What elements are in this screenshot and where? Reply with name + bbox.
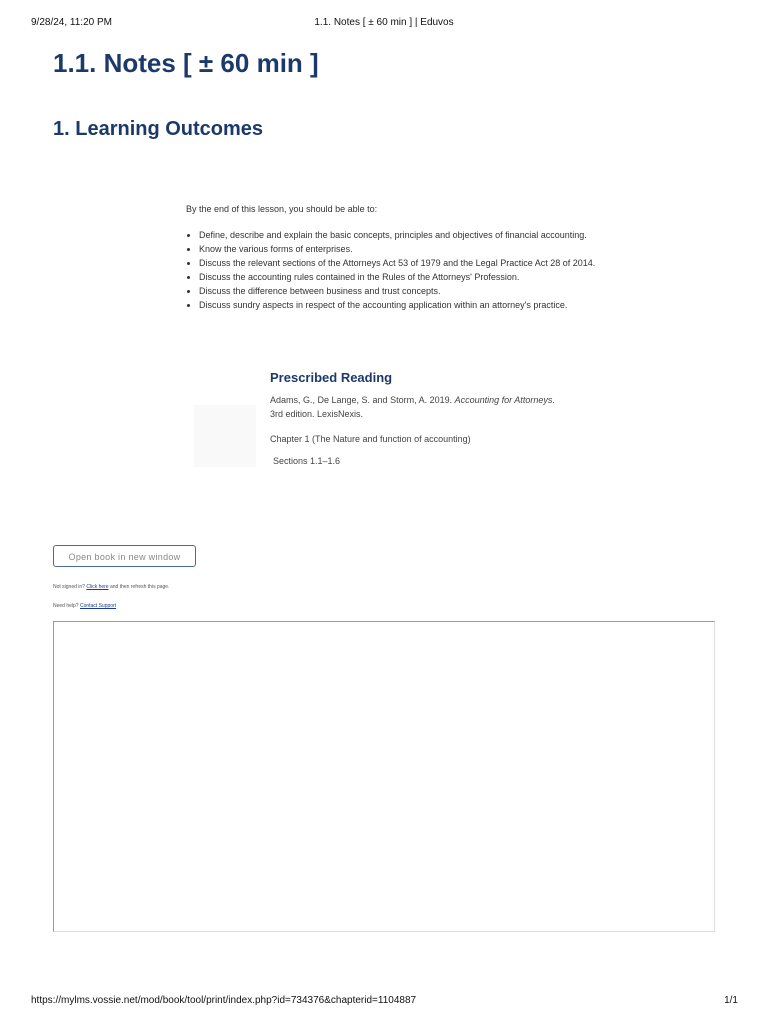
outcomes-list: [186, 228, 609, 312]
embedded-book-frame[interactable]: [53, 621, 715, 932]
outcome-item: • Discuss the relevant sections of the Attorneys Act 53 of 1979 and the Legal Practice Act 28 of 2014.: [199, 256, 609, 270]
open-book-button[interactable]: Open book in new window: [53, 545, 196, 567]
book-cover-image: [194, 405, 256, 467]
citation-period: .: [552, 395, 555, 405]
outcome-item: • Know the various forms of enterprises.: [199, 242, 609, 256]
citation-authors: Adams, G., De Lange, S. and Storm, A. 2019.: [270, 395, 455, 405]
outcome-item: • Discuss the accounting rules contained in the Rules of the Attorneys' Profession.: [199, 270, 609, 284]
reading-chapter: Chapter 1 (The Nature and function of accounting): [270, 434, 471, 444]
print-document-title: 1.1. Notes [ ± 60 min ] | Eduvos: [314, 17, 454, 28]
outcome-item: • Discuss sundry aspects in respect of the accounting application within an attorney's practice.: [199, 298, 609, 312]
reading-citation: [270, 393, 590, 421]
print-date: 9/28/24, 11:20 PM: [31, 17, 112, 28]
prescribed-reading-heading: Prescribed Reading: [270, 370, 393, 385]
section-title: 1. Learning Outcomes: [53, 118, 264, 140]
signin-note-prefix: Not signed in?: [53, 584, 87, 590]
page-count: 1/1: [724, 995, 738, 1006]
help-note-prefix: Need help?: [53, 603, 80, 609]
signin-note-suffix: and then refresh this page.: [108, 584, 170, 590]
signin-link[interactable]: Click here: [86, 584, 109, 590]
page-title: 1.1. Notes [ ± 60 min ]: [53, 48, 319, 78]
outcomes-intro: By the end of this lesson, you should be able to:: [186, 204, 378, 214]
citation-book-title: Accounting for Attorneys: [454, 395, 553, 405]
print-url: https://mylms.vossie.net/mod/book/tool/print/index.php?id=734376&chapterid=1104887: [31, 995, 417, 1006]
reading-sections: Sections 1.1–1.6: [273, 456, 341, 466]
prescribed-reading: [270, 370, 590, 468]
outcome-item: • Define, describe and explain the basic concepts, principles and objectives of financial accounting.: [199, 228, 609, 242]
outcome-item: • Discuss the difference between business and trust concepts.: [199, 284, 609, 298]
citation-edition: 3rd edition. LexisNexis.: [270, 409, 364, 419]
signin-note: [53, 584, 169, 590]
help-note: [53, 603, 116, 609]
contact-support-link[interactable]: Contact Support: [79, 603, 117, 609]
